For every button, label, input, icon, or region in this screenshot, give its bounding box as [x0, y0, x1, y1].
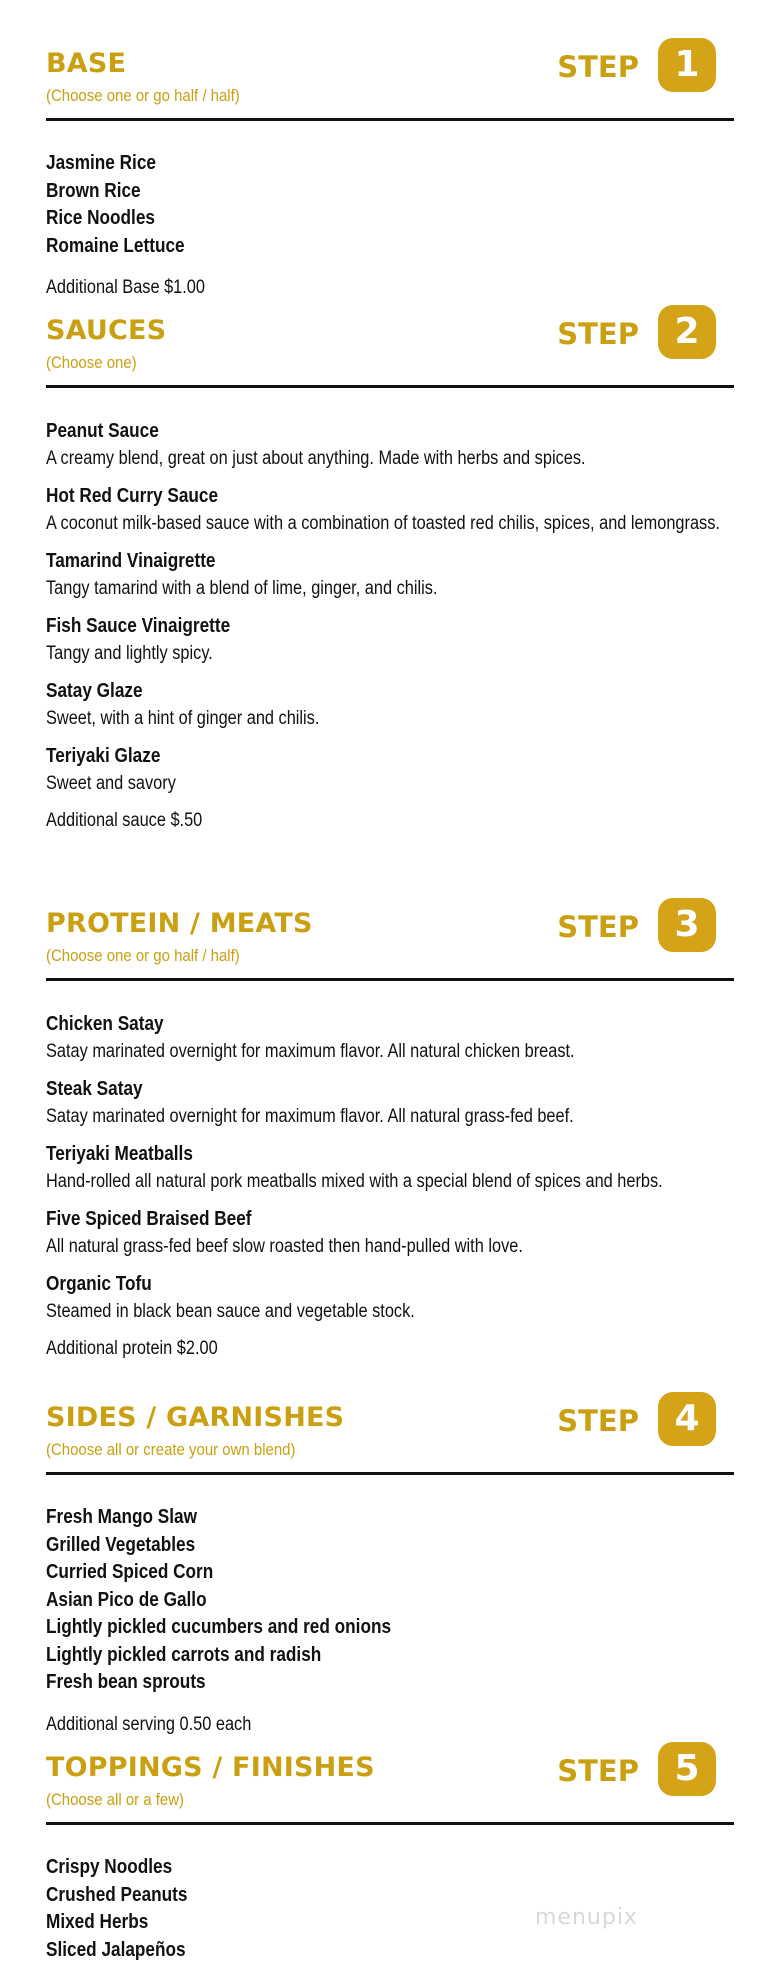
section-title: BASE — [46, 48, 127, 79]
menu-item-description: Hand-rolled all natural pork meatballs mixed with a special blend of spices and herbs. — [46, 1171, 663, 1192]
additional-price: Additional sauce $.50 — [46, 810, 203, 831]
menu-item-description: Steamed in black bean sauce and vegetable stock. — [46, 1301, 415, 1322]
watermark: menupix — [535, 1905, 638, 1930]
menu-item-name: Crispy Noodles — [46, 1856, 173, 1878]
section-divider — [46, 118, 734, 121]
menu-item-name: Lightly pickled cucumbers and red onions — [46, 1616, 392, 1638]
section-title: TOPPINGS / FINISHES — [46, 1752, 375, 1783]
menu-item-name: Grilled Vegetables — [46, 1533, 196, 1556]
section-title: PROTEIN / MEATS — [46, 908, 313, 939]
step-label: STEP — [557, 317, 639, 351]
step-label: STEP — [557, 50, 639, 84]
section-subtitle: (Choose one) — [46, 353, 137, 372]
menu-item-description: Satay marinated overnight for maximum flavor. All natural grass-fed beef. — [46, 1106, 574, 1127]
step-label: STEP — [557, 1404, 639, 1438]
step-number-badge: 5 — [658, 1742, 716, 1796]
step-number-badge: 4 — [658, 1392, 716, 1446]
menu-item-name: Five Spiced Braised Beef — [46, 1208, 252, 1230]
section-header — [46, 44, 734, 126]
section-header — [46, 904, 734, 986]
menu-item — [46, 482, 734, 538]
menu-item — [46, 742, 734, 798]
menu-item-description: Tangy and lightly spicy. — [46, 643, 213, 664]
section-subtitle: (Choose all or a few) — [46, 1790, 185, 1809]
section-protein — [46, 904, 734, 1363]
menu-item-name: Teriyaki Glaze — [46, 745, 161, 767]
section-divider — [46, 1822, 734, 1825]
menu-item-name: Chicken Satay — [46, 1013, 164, 1035]
section-base — [46, 44, 734, 302]
menu-item-name: Fresh bean sprouts — [46, 1671, 206, 1693]
menu-item-name: Organic Tofu — [46, 1273, 152, 1295]
section-header — [46, 311, 734, 393]
menu-item-name: Curried Spiced Corn — [46, 1561, 214, 1583]
menu-item — [46, 1270, 734, 1326]
menu-item-description: A creamy blend, great on just about anything. Made with herbs and spices. — [46, 448, 586, 469]
section-subtitle: (Choose all or create your own blend) — [46, 1440, 296, 1459]
section-toppings — [46, 1748, 734, 1964]
section-title: SIDES / GARNISHES — [46, 1402, 345, 1433]
step-number-badge: 3 — [658, 898, 716, 952]
menu-item-name: Lightly pickled carrots and radish — [46, 1643, 322, 1666]
step-number-badge: 2 — [658, 305, 716, 359]
additional-price: Additional serving 0.50 each — [46, 1713, 252, 1735]
menu-item-name: Crushed Peanuts — [46, 1883, 188, 1906]
menu-item-name: Steak Satay — [46, 1078, 143, 1100]
menu-item-name: Mixed Herbs — [46, 1911, 149, 1933]
section-subtitle: (Choose one or go half / half) — [46, 946, 240, 965]
menu-item-description: Satay marinated overnight for maximum flavor. All natural chicken breast. — [46, 1041, 575, 1062]
step-label: STEP — [557, 910, 639, 944]
menu-item-description: Tangy tamarind with a blend of lime, ginger, and chilis. — [46, 578, 438, 599]
section-divider — [46, 1472, 734, 1475]
menu-item-name: Peanut Sauce — [46, 420, 159, 442]
menu-item — [46, 612, 734, 668]
step-label: STEP — [557, 1754, 639, 1788]
menu-item — [46, 1140, 734, 1196]
menu-item-name: Hot Red Curry Sauce — [46, 485, 219, 507]
section-header — [46, 1748, 734, 1830]
menu-item — [46, 677, 734, 733]
menu-item-name: Jasmine Rice — [46, 152, 156, 174]
section-title: SAUCES — [46, 315, 167, 346]
menu-item — [46, 1075, 734, 1131]
menu-item-description: A coconut milk-based sauce with a combination of toasted red chilis, spices, and lemongrass. — [46, 513, 720, 534]
section-header — [46, 1398, 734, 1480]
section-sauces — [46, 311, 734, 835]
menu-item-name: Fresh Mango Slaw — [46, 1506, 198, 1528]
menu-item-name: Romaine Lettuce — [46, 234, 185, 257]
menu-item-name: Tamarind Vinaigrette — [46, 550, 216, 572]
section-divider — [46, 978, 734, 981]
menu-item — [46, 547, 734, 603]
item-list — [46, 1010, 734, 1363]
menu-item-name: Satay Glaze — [46, 680, 143, 702]
section-divider — [46, 385, 734, 388]
menu-item-description: Sweet, with a hint of ginger and chilis. — [46, 708, 320, 729]
menu-item-name: Rice Noodles — [46, 207, 155, 229]
menu-item — [46, 1205, 734, 1261]
menu-item-name: Brown Rice — [46, 179, 141, 202]
menu-item-description: Sweet and savory — [46, 773, 176, 794]
section-subtitle: (Choose one or go half / half) — [46, 86, 240, 105]
section-sides — [46, 1398, 734, 1739]
step-number-badge: 1 — [658, 38, 716, 92]
menu-item — [46, 417, 734, 473]
item-list — [46, 150, 734, 302]
additional-price: Additional Base $1.00 — [46, 277, 205, 298]
menu-item-description: All natural grass-fed beef slow roasted then hand-pulled with love. — [46, 1236, 523, 1257]
menu-item-name: Asian Pico de Gallo — [46, 1588, 207, 1611]
additional-price: Additional protein $2.00 — [46, 1338, 218, 1359]
item-list — [46, 1504, 734, 1739]
menu-item — [46, 1010, 734, 1066]
item-list — [46, 417, 734, 835]
menu-item-name: Fish Sauce Vinaigrette — [46, 615, 231, 637]
menu-item-name: Teriyaki Meatballs — [46, 1143, 193, 1165]
menu-item-name: Sliced Jalapeños — [46, 1938, 186, 1961]
